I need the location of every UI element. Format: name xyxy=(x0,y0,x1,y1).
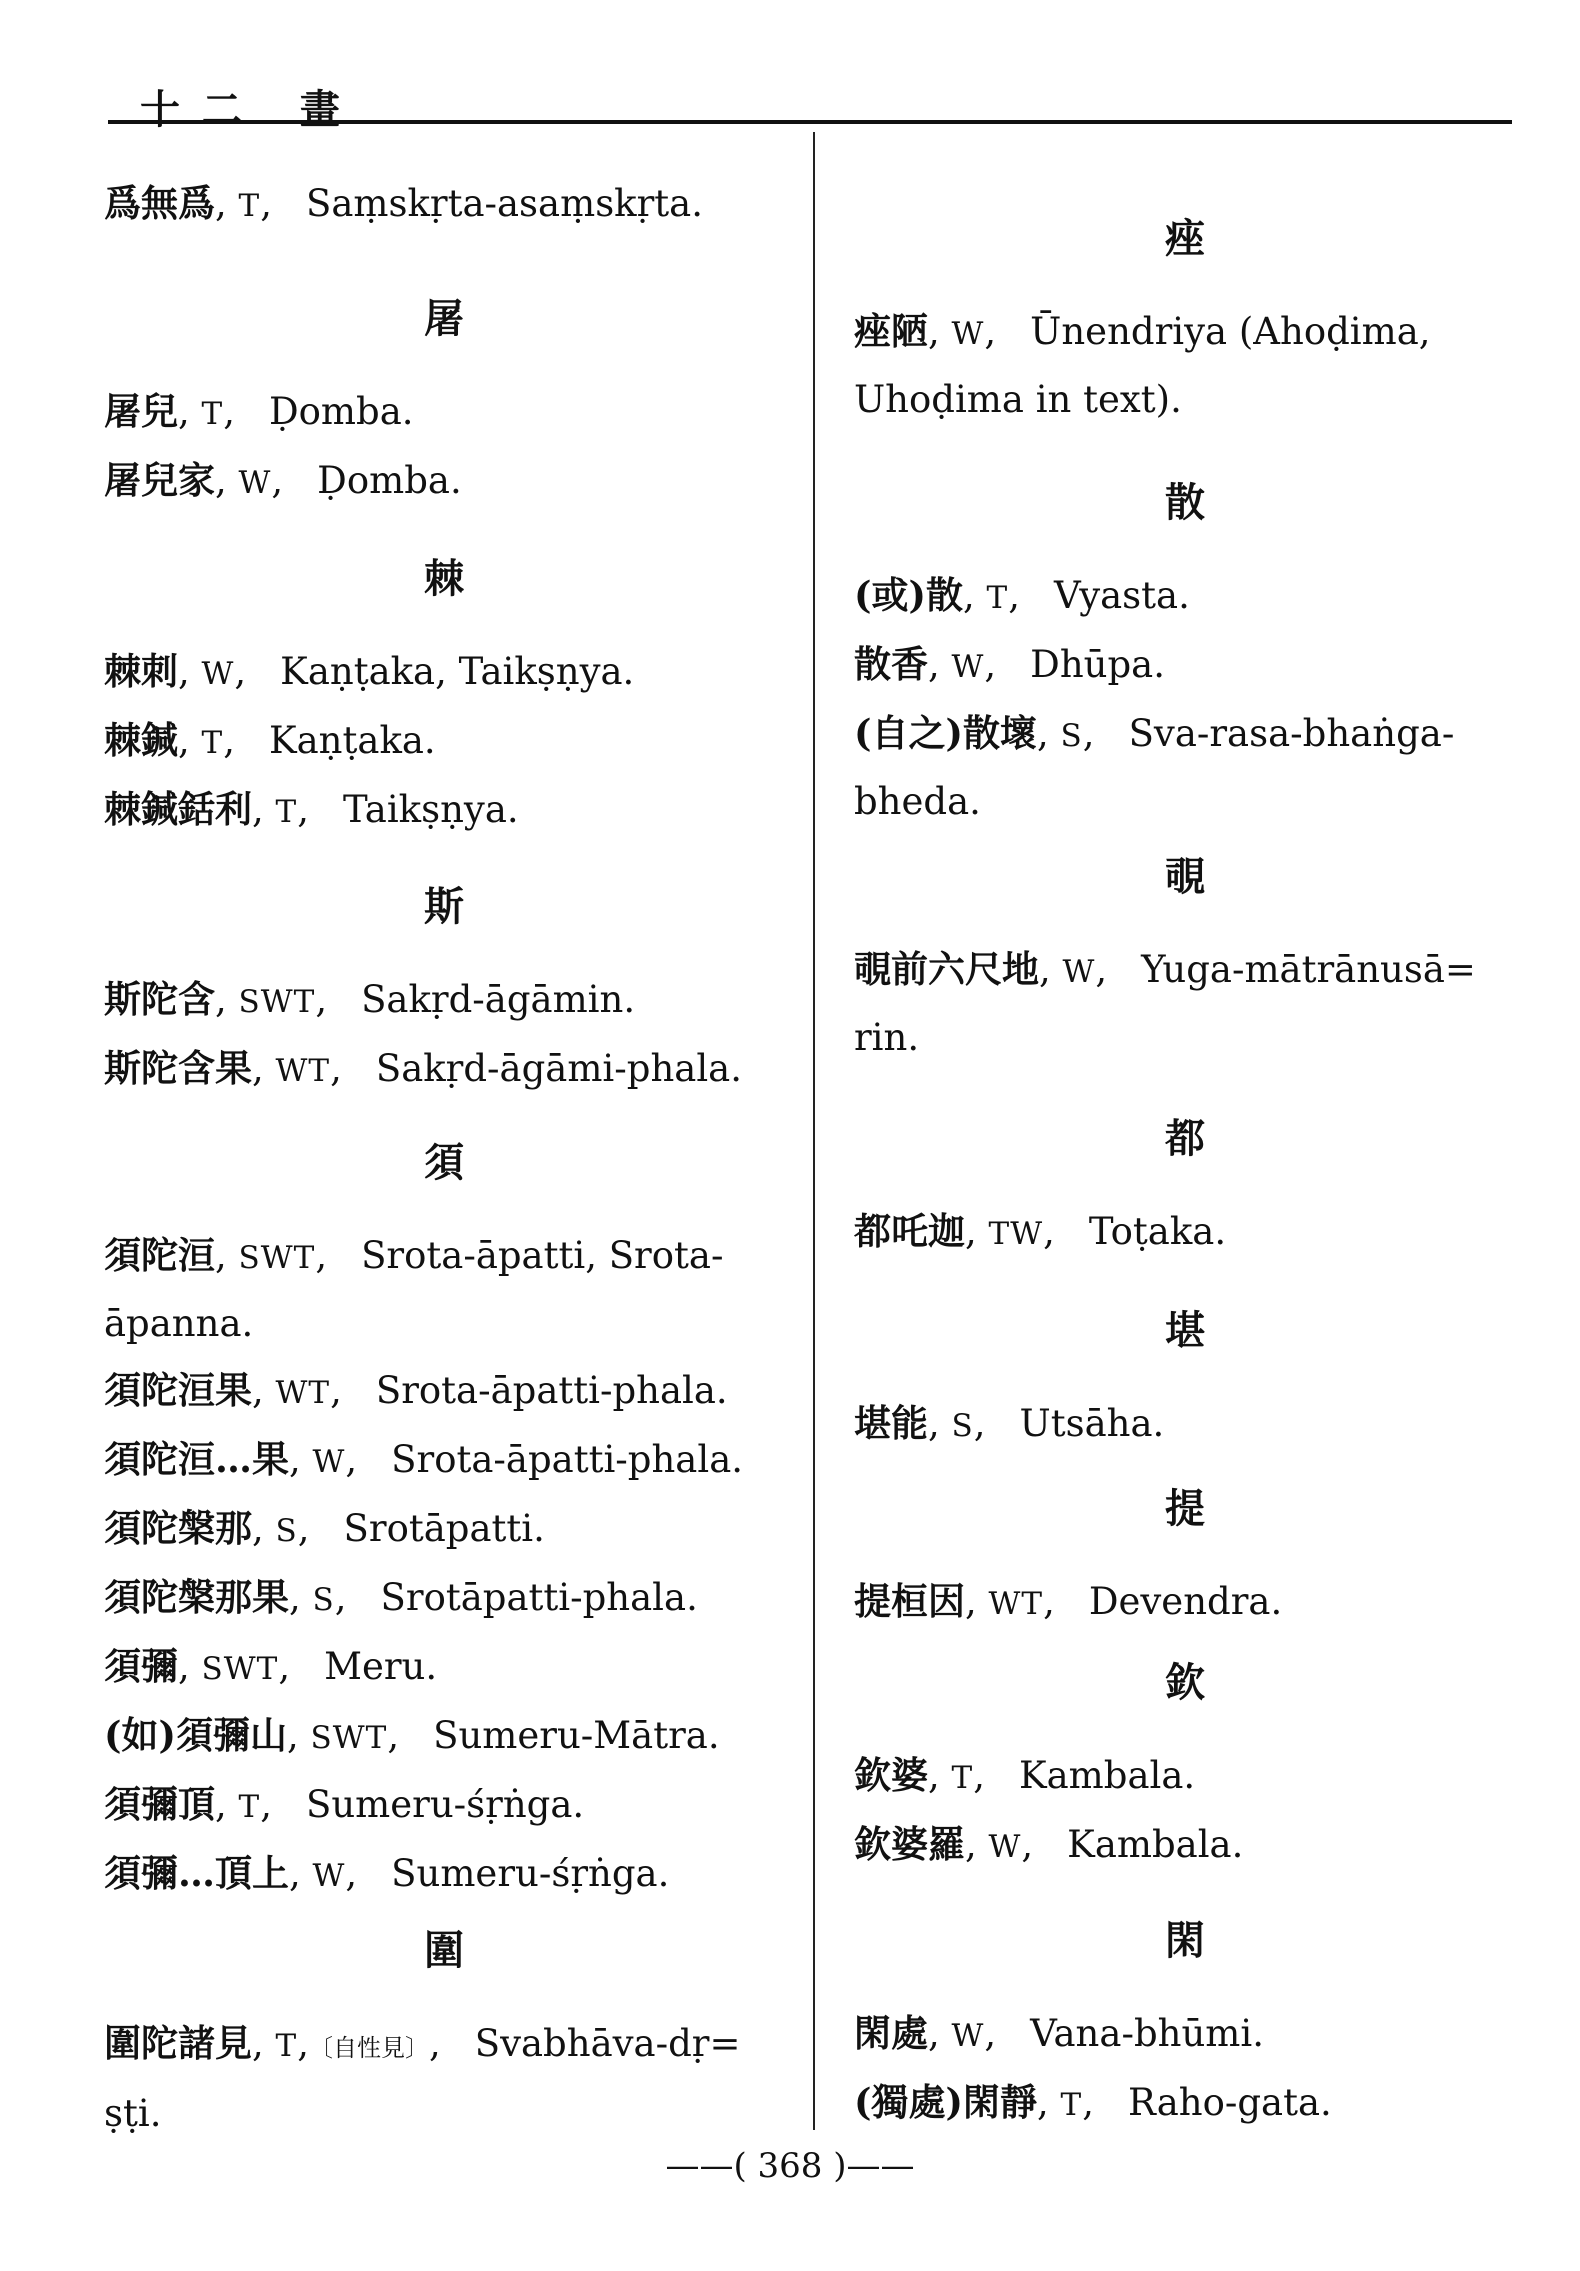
sanskrit-equivalent: Svabhāva-dṛ= xyxy=(474,2022,741,2065)
entry-group xyxy=(104,170,784,239)
chinese-term: 欽婆羅 xyxy=(854,1822,965,1866)
chinese-term: (如)須彌山 xyxy=(104,1713,288,1757)
source-code: T xyxy=(951,1760,974,1796)
source-code: WT xyxy=(275,1375,331,1411)
source-code: T xyxy=(986,580,1009,616)
character-heading: 圍 xyxy=(424,1927,464,1974)
entry-group xyxy=(104,1130,784,1909)
source-code: W xyxy=(988,1829,1022,1865)
source-code: T xyxy=(238,188,261,224)
sanskrit-equivalent: Ḍomba. xyxy=(268,390,414,433)
dictionary-entry: 須陀槃那果, S, Srotāpatti-phala. xyxy=(104,1575,698,1619)
source-code: W xyxy=(951,316,985,352)
dictionary-entry: 斯陀含, SWT, Sakṛd-āgāmin. xyxy=(104,977,636,1021)
page-number: ——( 368 )—— xyxy=(665,2146,915,2186)
source-code: T xyxy=(201,725,224,761)
dictionary-entry: 都吒迦, TW, Toṭaka. xyxy=(854,1209,1227,1253)
sanskrit-equivalent: Raho-gata. xyxy=(1128,2081,1332,2124)
chinese-term: 棘鍼銛利 xyxy=(104,787,252,831)
entry-continuation: ṣṭi. xyxy=(104,2092,162,2135)
source-code: SWT xyxy=(310,1720,388,1756)
character-heading: 堪 xyxy=(1165,1307,1205,1354)
chinese-term: 須陀洹 xyxy=(104,1233,215,1277)
dictionary-entry: 須陀洹果, WT, Srota-āpatti-phala. xyxy=(104,1368,728,1412)
source-code: T xyxy=(1060,2087,1083,2123)
sanskrit-equivalent: Devendra. xyxy=(1088,1580,1283,1623)
source-code: WT xyxy=(988,1586,1044,1622)
dictionary-entry: 屠兒家, W, Ḍomba. xyxy=(104,458,462,502)
source-code: S xyxy=(1060,718,1083,754)
source-code: S xyxy=(312,1582,335,1618)
chinese-term: 斯陀含果 xyxy=(104,1046,252,1090)
chinese-term: 屠兒 xyxy=(104,389,178,433)
chinese-term: 痤陋 xyxy=(854,309,928,353)
entry-group xyxy=(854,1106,1516,1267)
entry-group xyxy=(854,470,1516,835)
entry-continuation: Uhoḍima in text). xyxy=(854,378,1182,421)
chinese-term: 散香 xyxy=(854,642,928,686)
chinese-term: 閑處 xyxy=(854,2011,928,2055)
sanskrit-equivalent: Sumeru-Mātra. xyxy=(433,1714,720,1757)
entry-group xyxy=(854,1650,1516,1880)
source-code: T xyxy=(275,794,298,830)
character-heading: 都 xyxy=(1165,1115,1205,1162)
chinese-term: 須陀洹…果 xyxy=(104,1437,289,1481)
source-code: SWT xyxy=(201,1651,279,1687)
source-code: W xyxy=(1062,954,1096,990)
chinese-term: (或)散 xyxy=(854,573,964,617)
dictionary-entry: 須陀洹…果, W, Srota-āpatti-phala. xyxy=(104,1437,744,1481)
dictionary-entry: 散香, W, Dhūpa. xyxy=(854,642,1166,686)
source-code: T xyxy=(201,396,224,432)
dictionary-entry: 須彌頂, T, Sumeru-śṛṅga. xyxy=(104,1782,585,1826)
source-code: T xyxy=(238,1789,261,1825)
column-divider xyxy=(813,132,815,2130)
dictionary-entry: 須彌…頂上, W, Sumeru-śṛṅga. xyxy=(104,1851,670,1895)
sanskrit-equivalent: Srota-āpatti-phala. xyxy=(391,1438,744,1481)
entry-group xyxy=(854,206,1516,433)
running-head: 十二 畫 xyxy=(140,86,362,133)
entry-group xyxy=(104,874,784,1104)
character-heading: 屠 xyxy=(424,295,464,342)
sanskrit-equivalent: Kaṇṭaka. xyxy=(268,719,436,762)
sanskrit-equivalent: Dhūpa. xyxy=(1030,643,1166,686)
dictionary-entry: 斯陀含果, WT, Sakṛd-āgāmi-phala. xyxy=(104,1046,742,1090)
sanskrit-equivalent: Sumeru-śṛṅga. xyxy=(305,1783,585,1826)
dictionary-entry: 堪能, S, Utsāha. xyxy=(854,1401,1165,1445)
chinese-term: 堪能 xyxy=(854,1401,928,1445)
chinese-term: 須彌頂 xyxy=(104,1782,215,1826)
entry-continuation: rin. xyxy=(854,1016,920,1059)
dictionary-entry: 須陀槃那, S, Srotāpatti. xyxy=(104,1506,545,1550)
dictionary-entry: 棘刺, W, Kaṇṭaka, Taikṣṇya. xyxy=(104,649,635,693)
source-code: W xyxy=(238,465,272,501)
entry-group xyxy=(104,1918,784,2147)
character-heading: 覗 xyxy=(1165,853,1205,900)
chinese-term: 都吒迦 xyxy=(854,1209,965,1253)
sanskrit-equivalent: Meru. xyxy=(324,1645,438,1688)
chinese-term: (自之)散壞 xyxy=(854,711,1038,755)
source-code: W xyxy=(312,1444,346,1480)
chinese-term: 棘鍼 xyxy=(104,718,178,762)
character-heading: 棘 xyxy=(424,555,464,602)
sanskrit-equivalent: Srotāpatti. xyxy=(343,1507,545,1550)
source-code: W xyxy=(201,656,235,692)
dictionary-entry: 爲無爲, T, Saṃskṛta-asaṃskṛta. xyxy=(104,181,703,225)
sanskrit-equivalent: Ūnendriya (Ahoḍima, xyxy=(1030,310,1431,353)
source-code: W xyxy=(951,649,985,685)
dictionary-entry: (獨處)閑靜, T, Raho-gata. xyxy=(854,2080,1332,2124)
sanskrit-equivalent: Saṃskṛta-asaṃskṛta. xyxy=(305,182,703,225)
source-code: T xyxy=(275,2028,298,2064)
character-heading: 斯 xyxy=(424,883,464,930)
sanskrit-equivalent: Vyasta. xyxy=(1054,574,1190,617)
sanskrit-equivalent: Toṭaka. xyxy=(1088,1210,1227,1253)
dictionary-entry: 欽婆, T, Kambala. xyxy=(854,1753,1196,1797)
entry-group xyxy=(854,1908,1516,2138)
sanskrit-equivalent: Vana-bhūmi. xyxy=(1030,2012,1264,2055)
dictionary-entry: 圍陀諸見, T,〔自性見〕, Svabhāva-dṛ= xyxy=(104,2021,741,2065)
sanskrit-equivalent: Sumeru-śṛṅga. xyxy=(391,1852,670,1895)
chinese-term: 斯陀含 xyxy=(104,977,215,1021)
dictionary-entry: (如)須彌山, SWT, Sumeru-Mātra. xyxy=(104,1713,720,1757)
entry-continuation: āpanna. xyxy=(104,1302,254,1345)
entry-group xyxy=(854,844,1516,1071)
character-heading: 欽 xyxy=(1165,1659,1205,1706)
sanskrit-equivalent: Ḍomba. xyxy=(317,459,462,502)
sanskrit-equivalent: Utsāha. xyxy=(1019,1402,1165,1445)
dictionary-entry: 覗前六尺地, W, Yuga-mātrānusā= xyxy=(854,947,1476,991)
dictionary-entry: 閑處, W, Vana-bhūmi. xyxy=(854,2011,1264,2055)
dictionary-entry: 欽婆羅, W, Kambala. xyxy=(854,1822,1244,1866)
dictionary-entry: 須陀洹, SWT, Srota-āpatti, Srota- xyxy=(104,1233,724,1277)
dictionary-entry: 須彌, SWT, Meru. xyxy=(104,1644,438,1688)
chinese-term: 須彌 xyxy=(104,1644,178,1688)
entry-continuation: bheda. xyxy=(854,780,981,823)
header-rule xyxy=(108,120,1512,124)
sanskrit-equivalent: Taikṣṇya. xyxy=(342,788,519,831)
sanskrit-equivalent: Kaṇṭaka, Taikṣṇya. xyxy=(280,650,635,693)
character-heading: 痤 xyxy=(1165,215,1205,262)
entry-group xyxy=(104,546,784,845)
chinese-term: 欽婆 xyxy=(854,1753,928,1797)
source-code: W xyxy=(312,1858,346,1894)
dictionary-entry: (或)散, T, Vyasta. xyxy=(854,573,1190,617)
sanskrit-equivalent: Kambala. xyxy=(1018,1754,1196,1797)
bracket-note: 〔自性見〕 xyxy=(308,2034,429,2062)
source-code: WT xyxy=(275,1053,331,1089)
source-code: W xyxy=(951,2018,985,2054)
source-code: SWT xyxy=(238,984,316,1020)
chinese-term: 圍陀諸見 xyxy=(104,2021,252,2065)
character-heading: 須 xyxy=(424,1139,464,1186)
character-heading: 閑 xyxy=(1165,1917,1205,1964)
source-code: S xyxy=(275,1513,298,1549)
sanskrit-equivalent: Kambala. xyxy=(1067,1823,1244,1866)
entry-group xyxy=(104,286,784,516)
chinese-term: 提桓因 xyxy=(854,1579,965,1623)
dictionary-entry: 棘鍼, T, Kaṇṭaka. xyxy=(104,718,436,762)
source-code: TW xyxy=(988,1216,1044,1252)
dictionary-entry: 痤陋, W, Ūnendriya (Ahoḍima, xyxy=(854,309,1431,353)
source-code: SWT xyxy=(238,1240,316,1276)
chinese-term: (獨處)閑靜 xyxy=(854,2080,1038,2124)
chinese-term: 覗前六尺地 xyxy=(854,947,1039,991)
sanskrit-equivalent: Sva-rasa-bhaṅga- xyxy=(1128,712,1455,755)
chinese-term: 爲無爲 xyxy=(104,181,215,225)
chinese-term: 屠兒家 xyxy=(104,458,215,502)
chinese-term: 須陀槃那果 xyxy=(104,1575,289,1619)
sanskrit-equivalent: Sakṛd-āgāmi-phala. xyxy=(375,1047,742,1090)
dictionary-entry: 提桓因, WT, Devendra. xyxy=(854,1579,1283,1623)
chinese-term: 棘刺 xyxy=(104,649,178,693)
chinese-term: 須陀洹果 xyxy=(104,1368,252,1412)
source-code: S xyxy=(951,1408,974,1444)
dictionary-entry: 棘鍼銛利, T, Taikṣṇya. xyxy=(104,787,519,831)
entry-group xyxy=(854,1298,1516,1459)
sanskrit-equivalent: Srota-āpatti, Srota- xyxy=(361,1234,724,1277)
sanskrit-equivalent: Sakṛd-āgāmin. xyxy=(361,978,636,1021)
chinese-term: 須陀槃那 xyxy=(104,1506,252,1550)
character-heading: 散 xyxy=(1165,479,1205,526)
sanskrit-equivalent: Yuga-mātrānusā= xyxy=(1141,948,1476,991)
sanskrit-equivalent: Srotāpatti-phala. xyxy=(380,1576,698,1619)
character-heading: 提 xyxy=(1165,1485,1205,1532)
entry-group xyxy=(854,1476,1516,1637)
dictionary-entry: 屠兒, T, Ḍomba. xyxy=(104,389,414,433)
dictionary-entry: (自之)散壞, S, Sva-rasa-bhaṅga- xyxy=(854,711,1455,755)
chinese-term: 須彌…頂上 xyxy=(104,1851,289,1895)
sanskrit-equivalent: Srota-āpatti-phala. xyxy=(375,1369,728,1412)
